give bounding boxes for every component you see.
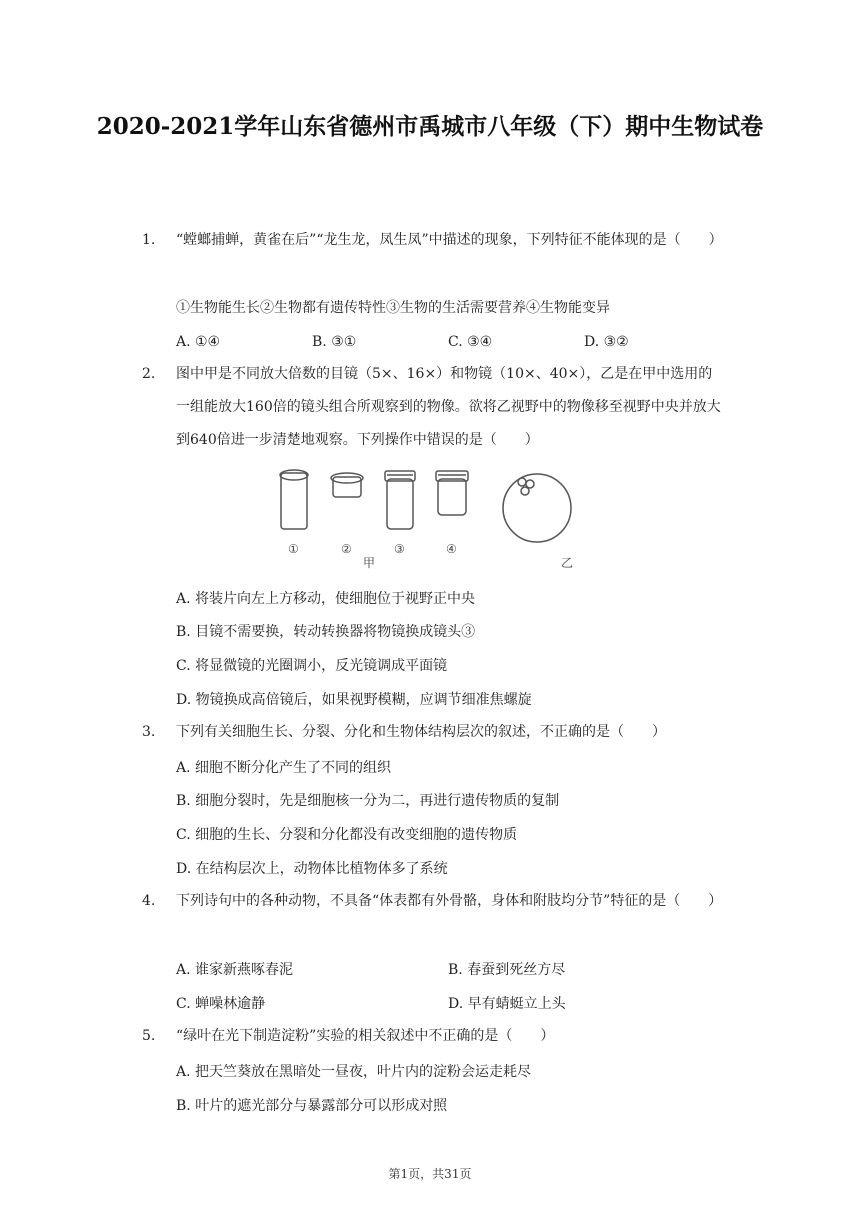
option-a: A. ①④ [176,334,221,350]
question-5 [142,1020,726,1053]
page-footer: 第1页，共31页 [388,1167,472,1181]
option-b: B. 叶片的遮光部分与暴露部分可以形成对照 [176,1098,448,1114]
label-4: ④ [446,542,457,556]
question-number: 1. [142,232,156,248]
label-1: ① [288,542,299,556]
option-a: A. 细胞不断分化产生了不同的组织 [176,760,392,776]
question-number: 5. [142,1028,156,1044]
question-number: 4. [142,893,156,909]
option-d: D. 早有蜻蜓立上头 [448,996,566,1012]
option-d: D. 物镜换成高倍镜后，如果视野模糊，应调节细准焦螺旋 [176,692,532,708]
option-c: C. ③④ [448,334,493,350]
question-1 [142,224,726,257]
label-yi: 乙 [561,556,574,570]
field-of-view-icon [503,474,571,542]
question-text: 下列有关细胞生长、分裂、分化和生物体结构层次的叙述，不正确的是（ ） [176,724,666,740]
option-c: C. 蝉噪林逾静 [176,996,266,1012]
option-c: C. 将显微镜的光圈调小，反光镜调成平面镜 [176,658,448,674]
question-number: 2. [142,366,156,382]
question-3 [142,716,726,749]
label-jia: 甲 [363,556,376,570]
question-text: 图中甲是不同放大倍数的目镜（5×、16×）和物镜（10×、40×），乙是在甲中选用的一组能放大160倍的镜头组合所观察到的物像。欲将乙视野中的物像移至视野中央并放大到640倍进一步清楚地观察。下列操作中错误的是（ ） [176,366,721,448]
question-2 [142,358,726,457]
option-b: B. 目镜不需要换，转动转换器将物镜换成镜头③ [176,624,476,640]
option-a: A. 把天竺葵放在黑暗处一昼夜，叶片内的淀粉会运走耗尽 [176,1064,532,1080]
option-b: B. 春蚕到死丝方尽 [448,962,566,978]
option-a: A. 将装片向左上方移动，使细胞位于视野正中央 [176,591,476,607]
option-b: B. 细胞分裂时，先是细胞核一分为二，再进行遗传物质的复制 [176,793,560,809]
question-number: 3. [142,724,156,740]
eyepiece-1-icon [280,470,308,529]
objective-3-icon [385,471,415,529]
question-text: 下列诗句中的各种动物，不具备“体表都有外骨骼，身体和附肢均分节”特征的是（ ） [176,893,723,909]
label-2: ② [341,542,352,556]
question-4 [142,885,726,918]
option-a: A. 谁家新燕啄春泥 [176,962,294,978]
option-d: D. ③② [584,334,629,350]
option-b: B. ③① [312,334,357,350]
question-text: “螳螂捕蝉，黄雀在后”“龙生龙，凤生凤”中描述的现象，下列特征不能体现的是（ ） [176,232,723,248]
objective-4-icon [436,471,468,515]
page-title: 2020-2021学年山东省德州市禹城市八年级（下）期中生物试卷 [96,113,764,140]
eyepiece-2-icon [331,473,363,497]
option-c: C. 细胞的生长、分裂和分化都没有改变细胞的遗传物质 [176,827,518,843]
microscope-lens-figure [255,463,575,581]
label-3: ③ [394,542,405,556]
question-1-statement: ①生物能生长②生物都有遗传特性③生物的生活需要营养④生物能变异 [176,300,610,316]
question-text: “绿叶在光下制造淀粉”实验的相关叙述中不正确的是（ ） [176,1028,555,1044]
option-d: D. 在结构层次上，动物体比植物体多了系统 [176,861,448,877]
